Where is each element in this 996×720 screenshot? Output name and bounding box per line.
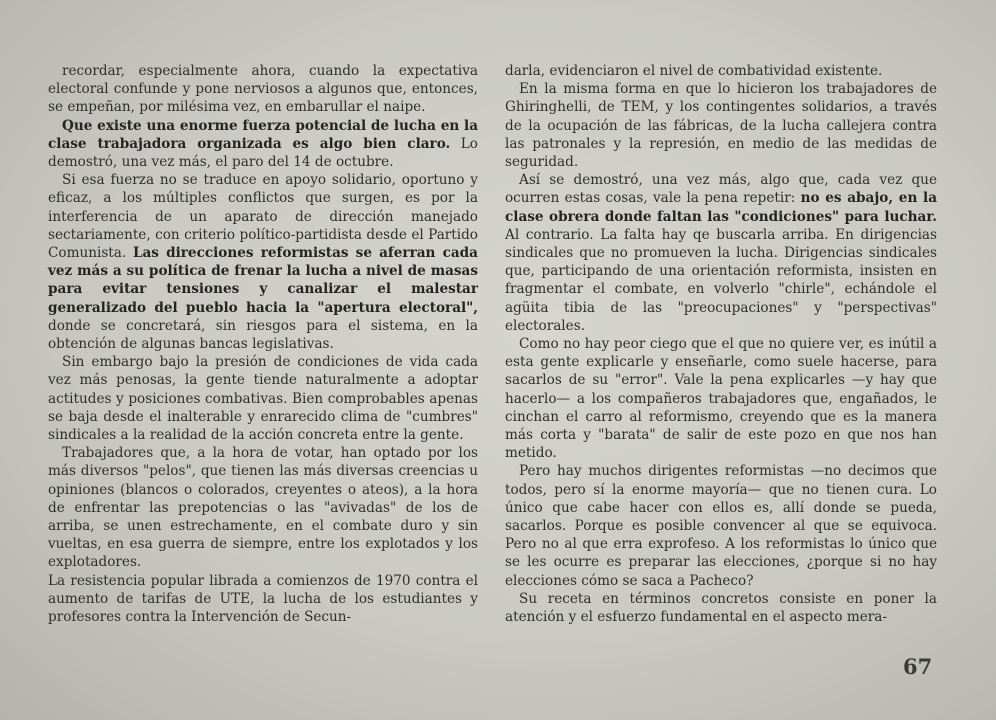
left-text-column xyxy=(48,62,478,626)
body-text: Trabajadores que, a la hora de votar, han optado por los más diversos "pelos", que tienen las más diversas creencias u opiniones (blancos o colorados, creyentes o ateos), a la hora de enfrentar las prepotencias o las "avivadas" de los de arriba, se unen estrechamente, en el combate duro y sin vueltas, en esa guerra de siempre, entre los explotados y los explotadores. xyxy=(48,445,478,571)
paragraph xyxy=(505,62,937,80)
paragraph xyxy=(48,62,478,117)
body-text: darla, evidenciaron el nivel de combatividad existente. xyxy=(505,63,883,79)
paragraph xyxy=(505,171,937,335)
body-text: donde se concretará, sin riesgos para el sistema, en la obtención de algunas bancas legislativas. xyxy=(48,317,478,353)
body-text: Si esa fuerza no se traduce en apoyo solidario, oportuno y eficaz, a los múltiples conflictos que surgen, es por la interferencia de un aparato de dirección manejado sectariamente, con criterio político-partidista desde el Partido Comunista. xyxy=(48,172,478,262)
paragraph xyxy=(48,171,478,353)
paragraph xyxy=(505,462,937,589)
body-text: Pero hay muchos dirigentes reformistas —no decimos que todos, pero sí la enorme mayoría— que no tienen cura. Lo único que cabe hacer con ellos es, allí donde se pueda, sacarlos. Porque es posible convencer al que se equivoca. Pero no al que erra exprofeso. A los reformistas lo único que se les ocurre es preparar las elecciones, ¿porque si no hay elecciones cómo se saca a Pacheco? xyxy=(505,463,937,589)
body-text: recordar, especialmente ahora, cuando la expectativa electoral confunde y pone nerviosos a algunos que, entonces, se empeñan, por milésima vez, en embarullar el naipe. xyxy=(48,63,478,116)
bold-text: Que existe una enorme fuerza potencial de lucha en la clase trabajadora organizada es algo bien claro. xyxy=(48,117,478,152)
body-text: La resistencia popular librada a comienzos de 1970 contra el aumento de tarifas de UTE, la lucha de los estudiantes y profesores contra la Intervención de Secun- xyxy=(48,572,478,626)
paragraph xyxy=(48,353,478,444)
body-text: Sin embargo bajo la presión de condiciones de vida cada vez más penosas, la gente tiende naturalmente a adoptar actitudes y posiciones combativas. Bien comprobables apenas se baja desde el inalterable y enrarecido clima de "cumbres" sindicales a la realidad de la acción concreta entre la gente. xyxy=(48,354,478,444)
paragraph xyxy=(505,335,937,462)
paragraph xyxy=(48,117,478,172)
body-text: Como no hay peor ciego que el que no quiere ver, es inútil a esta gente explicarle y enseñarle, como suele hacerse, para sacarlos de su "error". Vale la pena explicarles —y hay que hacerlo— a los compañeros trabajadores que, engañados, le cinchan el carro al reformismo, creyendo que es la manera más corta y "barata" de salir de este pozo en que nos han metido. xyxy=(505,336,937,462)
paragraph xyxy=(505,590,937,626)
right-text-column xyxy=(505,62,937,626)
paragraph xyxy=(48,572,478,627)
paragraph xyxy=(505,80,937,171)
body-text: Al contrario. La falta hay qe buscarla arriba. En dirigencias sindicales que no promueven la lucha. Dirigencias sindicales que, participando de una orientación reformista, insisten en fragmentar el combate, en volverlo "chirle", echándole el agüita tibia de las "preocupaciones" y "perspectivas" electorales. xyxy=(505,226,937,334)
bold-text: Las direcciones reformistas se aferran cada vez más a su política de frenar la lucha a nivel de masas para evitar tensiones y canalizar el malestar generalizado del pueblo hacia la "apertura electoral", xyxy=(48,245,478,316)
body-text: En la misma forma en que lo hicieron los trabajadores de Ghiringhelli, de TEM, y los contingentes solidarios, a través de la ocupación de las fábricas, de la lucha callejera contra las patronales y la represión, en medio de las medidas de seguridad. xyxy=(505,81,937,171)
bold-text: no es abajo, en la clase obrera donde faltan las "condiciones" para luchar. xyxy=(505,190,938,225)
body-text: Así se demostró, una vez más, algo que, cada vez que ocurren estas cosas, vale la pena repetir: xyxy=(505,172,937,207)
page-number: 67 xyxy=(903,654,933,679)
body-text: Su receta en términos concretos consiste en poner la atención y el esfuerzo fundamental en el aspecto mera- xyxy=(505,590,937,626)
body-text: Lo demostró, una vez más, el paro del 14 de octubre. xyxy=(48,135,478,171)
paragraph xyxy=(48,444,478,571)
